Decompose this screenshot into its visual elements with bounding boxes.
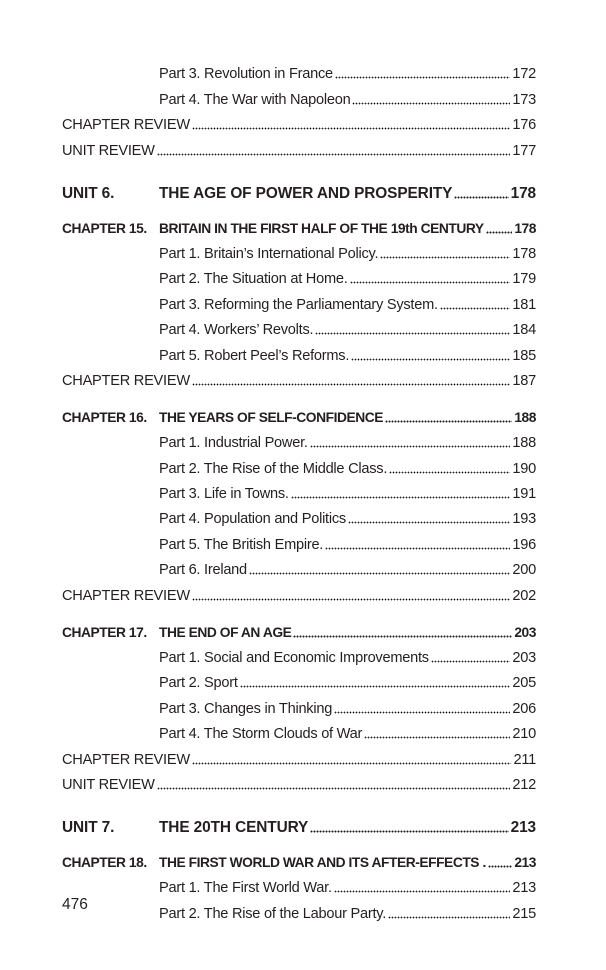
entry-page-number: 184 bbox=[512, 322, 536, 339]
toc-entry-review bbox=[62, 769, 536, 794]
entry-title: Part 1. Britain’s International Policy. bbox=[159, 245, 379, 262]
entry-page-number: 212 bbox=[512, 776, 536, 793]
entry-title: Part 3. Life in Towns. bbox=[159, 486, 289, 503]
dot-leader bbox=[157, 153, 511, 156]
dot-leader bbox=[431, 660, 511, 663]
entry-page-number: 213 bbox=[512, 880, 536, 897]
dot-leader bbox=[380, 256, 510, 259]
entry-title: Part 4. The Storm Clouds of War bbox=[159, 726, 363, 743]
entry-page-number: 211 bbox=[513, 751, 536, 768]
toc-entry-part bbox=[62, 452, 536, 477]
toc-entry-part bbox=[62, 288, 536, 313]
toc-entry-part bbox=[62, 314, 536, 339]
toc-entry-part bbox=[62, 872, 536, 897]
entry-page-number: 176 bbox=[512, 117, 536, 134]
dot-leader bbox=[351, 358, 510, 361]
entry-page-number: 179 bbox=[512, 271, 536, 288]
dot-leader bbox=[310, 445, 511, 448]
dot-leader bbox=[334, 890, 511, 893]
dot-leader bbox=[440, 307, 511, 310]
entry-title: CHAPTER REVIEW bbox=[62, 117, 190, 134]
toc-entry-part bbox=[62, 897, 536, 922]
dot-leader bbox=[364, 736, 510, 739]
toc-entry-unit bbox=[62, 176, 536, 203]
entry-title: Part 3. Reforming the Parliamentary System. bbox=[159, 296, 438, 313]
entry-page-number: 210 bbox=[512, 726, 536, 743]
entry-page-number: 202 bbox=[512, 587, 536, 604]
entry-title: THE END OF AN AGE bbox=[159, 624, 292, 640]
entry-title: Part 1. Industrial Power. bbox=[159, 435, 308, 452]
entry-page-number: 193 bbox=[512, 511, 536, 528]
entry-page-number: 181 bbox=[512, 296, 536, 313]
toc-entry-part bbox=[62, 642, 536, 667]
chapter-number: CHAPTER 17. bbox=[62, 624, 147, 640]
toc-entry-review bbox=[62, 743, 536, 768]
toc-entry-chapter bbox=[62, 845, 536, 872]
toc-entry-review bbox=[62, 134, 536, 159]
unit-number: UNIT 6. bbox=[62, 184, 115, 202]
toc-entry-part bbox=[62, 238, 536, 263]
entry-title: CHAPTER REVIEW bbox=[62, 372, 190, 389]
chapter-number: CHAPTER 15. bbox=[62, 220, 147, 236]
entry-page-number: 178 bbox=[514, 220, 536, 236]
dot-leader bbox=[488, 865, 513, 868]
entry-title: Part 2. The Rise of the Labour Party. bbox=[159, 905, 387, 922]
entry-page-number: 200 bbox=[512, 562, 536, 579]
entry-title: Part 2. The Rise of the Middle Class. bbox=[159, 460, 388, 477]
toc-entry-part bbox=[62, 718, 536, 743]
entry-page-number: 185 bbox=[512, 347, 536, 364]
toc-entry-part bbox=[62, 667, 536, 692]
dot-leader bbox=[388, 916, 510, 919]
dot-leader bbox=[157, 787, 511, 790]
dot-leader bbox=[310, 830, 508, 833]
entry-title: CHAPTER REVIEW bbox=[62, 751, 190, 768]
toc-entry-part bbox=[62, 503, 536, 528]
entry-page-number: 188 bbox=[514, 409, 536, 425]
toc-entry-part bbox=[62, 263, 536, 288]
toc-entry-review bbox=[62, 365, 536, 390]
entry-title: THE AGE OF POWER AND PROSPERITY bbox=[159, 184, 453, 202]
entry-title: THE FIRST WORLD WAR AND ITS AFTER-EFFECTS . bbox=[159, 854, 486, 870]
entry-title: Part 2. The Situation at Home. bbox=[159, 271, 348, 288]
dot-leader bbox=[192, 127, 511, 130]
entry-title: CHAPTER REVIEW bbox=[62, 587, 190, 604]
entry-title: Part 5. Robert Peel’s Reforms. bbox=[159, 347, 350, 364]
entry-title: Part 2. Sport bbox=[159, 675, 238, 692]
entry-page-number: 190 bbox=[512, 460, 536, 477]
toc-entry-part bbox=[62, 554, 536, 579]
toc-entry-part bbox=[62, 478, 536, 503]
entry-page-number: 206 bbox=[512, 700, 536, 717]
dot-leader bbox=[334, 711, 510, 714]
entry-title: Part 3. Changes in Thinking bbox=[159, 700, 333, 717]
entry-title: Part 4. Population and Politics bbox=[159, 511, 346, 528]
toc-entry-chapter bbox=[62, 400, 536, 427]
entry-title: Part 5. The British Empire. bbox=[159, 536, 324, 553]
dot-leader bbox=[240, 685, 511, 688]
entry-page-number: 196 bbox=[512, 536, 536, 553]
dot-leader bbox=[486, 231, 513, 234]
entry-title: THE 20TH CENTURY bbox=[159, 818, 309, 836]
toc-entry-chapter bbox=[62, 615, 536, 642]
chapter-number: CHAPTER 16. bbox=[62, 409, 147, 425]
dot-leader bbox=[291, 496, 511, 499]
entry-title: Part 1. Social and Economic Improvements bbox=[159, 650, 429, 667]
dot-leader bbox=[192, 598, 511, 601]
entry-title: BRITAIN IN THE FIRST HALF OF THE 19th CENTURY bbox=[159, 220, 484, 236]
chapter-number: CHAPTER 18. bbox=[62, 854, 147, 870]
toc-entry-unit bbox=[62, 810, 536, 837]
entry-title: Part 4. The War with Napoleon bbox=[159, 91, 351, 108]
entry-title: UNIT REVIEW bbox=[62, 776, 155, 793]
dot-leader bbox=[192, 762, 512, 765]
entry-title: THE YEARS OF SELF-CONFIDENCE bbox=[159, 409, 384, 425]
toc-entry-review bbox=[62, 579, 536, 604]
entry-page-number: 188 bbox=[512, 435, 536, 452]
entry-page-number: 203 bbox=[512, 650, 536, 667]
entry-page-number: 172 bbox=[512, 66, 536, 83]
entry-page-number: 213 bbox=[510, 818, 536, 836]
entry-title: Part 6. Ireland bbox=[159, 562, 247, 579]
dot-leader bbox=[352, 102, 510, 105]
entry-page-number: 178 bbox=[512, 245, 536, 262]
entry-title: Part 3. Revolution in France bbox=[159, 66, 333, 83]
entry-page-number: 177 bbox=[512, 142, 536, 159]
toc-entry-part bbox=[62, 339, 536, 364]
dot-leader bbox=[389, 471, 510, 474]
entry-page-number: 178 bbox=[510, 184, 536, 202]
toc-entry-part bbox=[62, 427, 536, 452]
entry-page-number: 213 bbox=[514, 854, 536, 870]
toc-entry-review bbox=[62, 109, 536, 134]
toc-entry-chapter bbox=[62, 211, 536, 238]
dot-leader bbox=[348, 521, 510, 524]
dot-leader bbox=[192, 383, 511, 386]
unit-number: UNIT 7. bbox=[62, 818, 115, 836]
dot-leader bbox=[350, 281, 511, 284]
entry-page-number: 191 bbox=[512, 486, 536, 503]
entry-title: UNIT REVIEW bbox=[62, 142, 155, 159]
entry-title: Part 1. The First World War. bbox=[159, 880, 332, 897]
entry-page-number: 205 bbox=[512, 675, 536, 692]
toc-entry-part bbox=[62, 83, 536, 108]
dot-leader bbox=[335, 76, 511, 79]
table-of-contents bbox=[62, 58, 536, 923]
entry-title: Part 4. Workers’ Revolts. bbox=[159, 322, 314, 339]
page-number: 476 bbox=[62, 896, 88, 913]
dot-leader bbox=[249, 572, 510, 575]
dot-leader bbox=[293, 635, 512, 638]
dot-leader bbox=[454, 196, 508, 199]
entry-page-number: 187 bbox=[512, 372, 536, 389]
dot-leader bbox=[325, 547, 510, 550]
entry-page-number: 203 bbox=[514, 624, 536, 640]
dot-leader bbox=[315, 332, 510, 335]
entry-page-number: 173 bbox=[512, 91, 536, 108]
dot-leader bbox=[385, 420, 512, 423]
toc-entry-part bbox=[62, 692, 536, 717]
entry-page-number: 215 bbox=[512, 905, 536, 922]
toc-entry-part bbox=[62, 58, 536, 83]
toc-entry-part bbox=[62, 528, 536, 553]
